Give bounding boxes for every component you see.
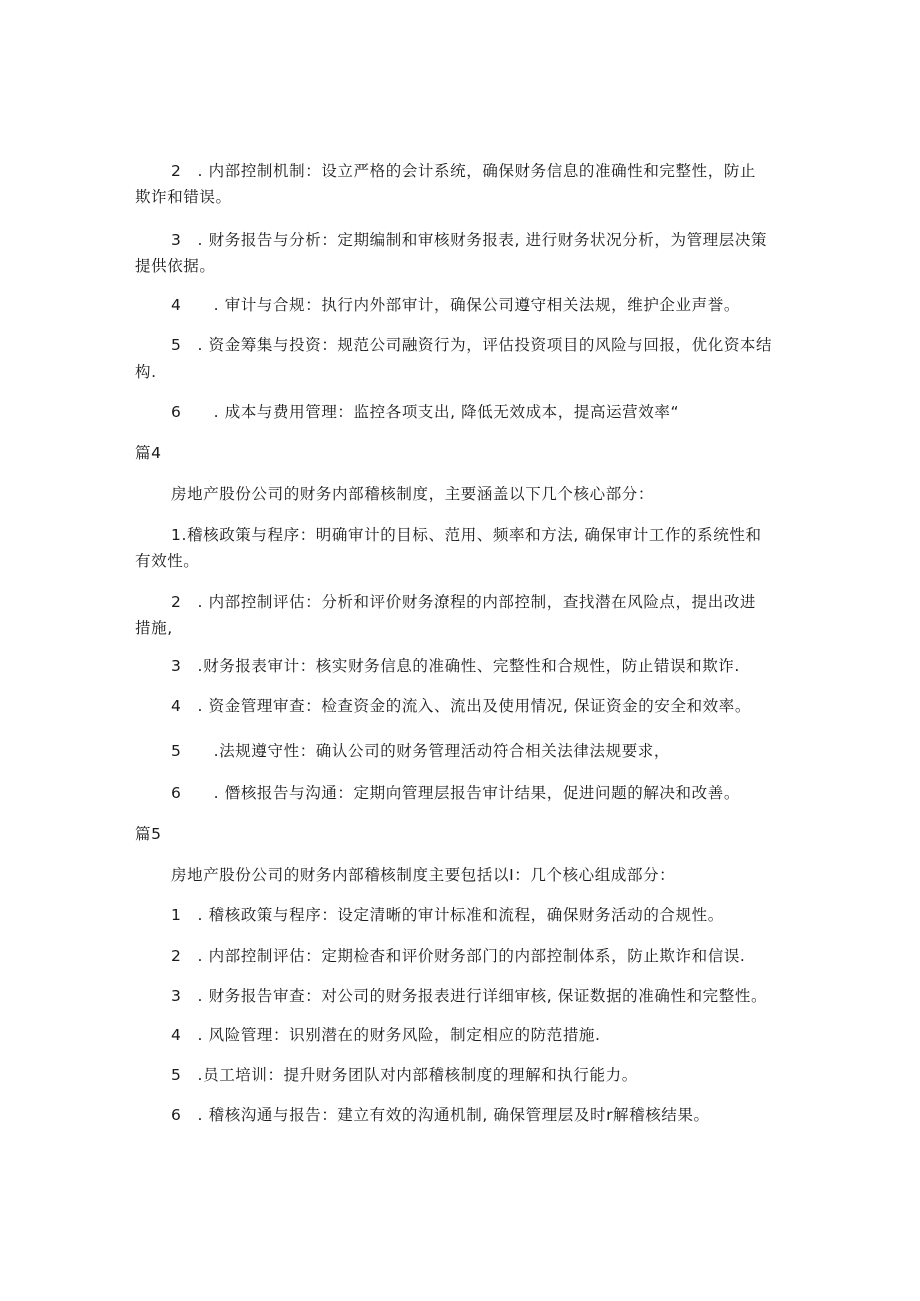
paragraph-line: 3 . 财务报告审查：对公司的财务报表进行详细审核, 保证数据的准确性和完整性。 [171, 987, 768, 1005]
paragraph-line: 措施, [135, 619, 173, 637]
paragraph-line: 5 . 资金筹集与投资：规范公司融资行为，评估投资项目的风险与回报，优化资本结 [171, 336, 773, 354]
paragraph-line: 4 . 资金管理审查：检查资金的流入、流出及使用情况, 保证资金的安全和效率。 [171, 697, 751, 715]
paragraph-line: 构. [135, 363, 157, 381]
paragraph-line: 1 . 稽核政策与程序：设定清晰的审计标准和流程，确保财务活动的合规性。 [171, 906, 724, 924]
paragraph-line: 2 . 内部控制评估：分析和评价财务潦程的内部控制，查找潜在风险点，提出改进 [171, 593, 757, 611]
paragraph-line: 房地产股份公司的财务内部稽核制度主要包括以I：几个核心组成部分： [171, 866, 676, 884]
paragraph-line: 2 . 内部控制评估：定期检杳和评价财务部门的内部控制体系，防止欺诈和信误. [171, 947, 746, 965]
section-heading: 篇4 [135, 444, 162, 462]
paragraph-line: 欺诈和错误。 [135, 188, 232, 206]
paragraph-line: 4 . 审计与合规：执行内外部审计，确保公司遵守相关法规，维护企业声誉。 [171, 296, 740, 314]
paragraph-line: 3 . 财务报告与分析：定期编制和审核财务报表, 进行财务状况分析，为管理层决策 [171, 231, 768, 249]
paragraph-line: 6 . 僭核报告与沟通：定期向管理层报告审计结果，促进问题的解决和改善。 [171, 784, 740, 802]
paragraph-line: 6 . 稽核沟通与报告：建立有效的沟通机制, 确保管理层及时r解稽核结果。 [171, 1106, 710, 1124]
section-heading: 篇5 [135, 825, 162, 843]
paragraph-line: 4 . 风险管理：识别潜在的财务风险，制定相应的防范措施. [171, 1026, 601, 1044]
paragraph-line: 房地产股份公司的财务内部稽核制度，主要涵盖以下几个核心部分： [171, 485, 655, 503]
paragraph-line: 2 . 内部控制机制：设立严格的会计系统，确保财务信息的准确性和完整性，防止 [171, 162, 757, 180]
paragraph-line: 3 .财务报表审计：核实财务信息的准确性、完整性和合规性，防止错误和欺诈. [171, 657, 740, 675]
paragraph-line: 提供依据。 [135, 257, 216, 275]
paragraph-line: 6 . 成本与费用管理：监控各项支出, 降低无效成本，提高运营效率“ [171, 403, 680, 421]
paragraph-line: 1.稽核政策与程序：明确审计的目标、范用、频率和方法, 确保审计工作的系统性和 [171, 526, 762, 544]
paragraph-line: 5 .员工培训：提升财务团队对内部稽核制度的理解和执行能力。 [171, 1066, 638, 1084]
paragraph-line: 有效性。 [135, 552, 200, 570]
paragraph-line: 5 .法规遵守性：确认公司的财务管理活动符合相关法律法规要求， [171, 742, 670, 760]
